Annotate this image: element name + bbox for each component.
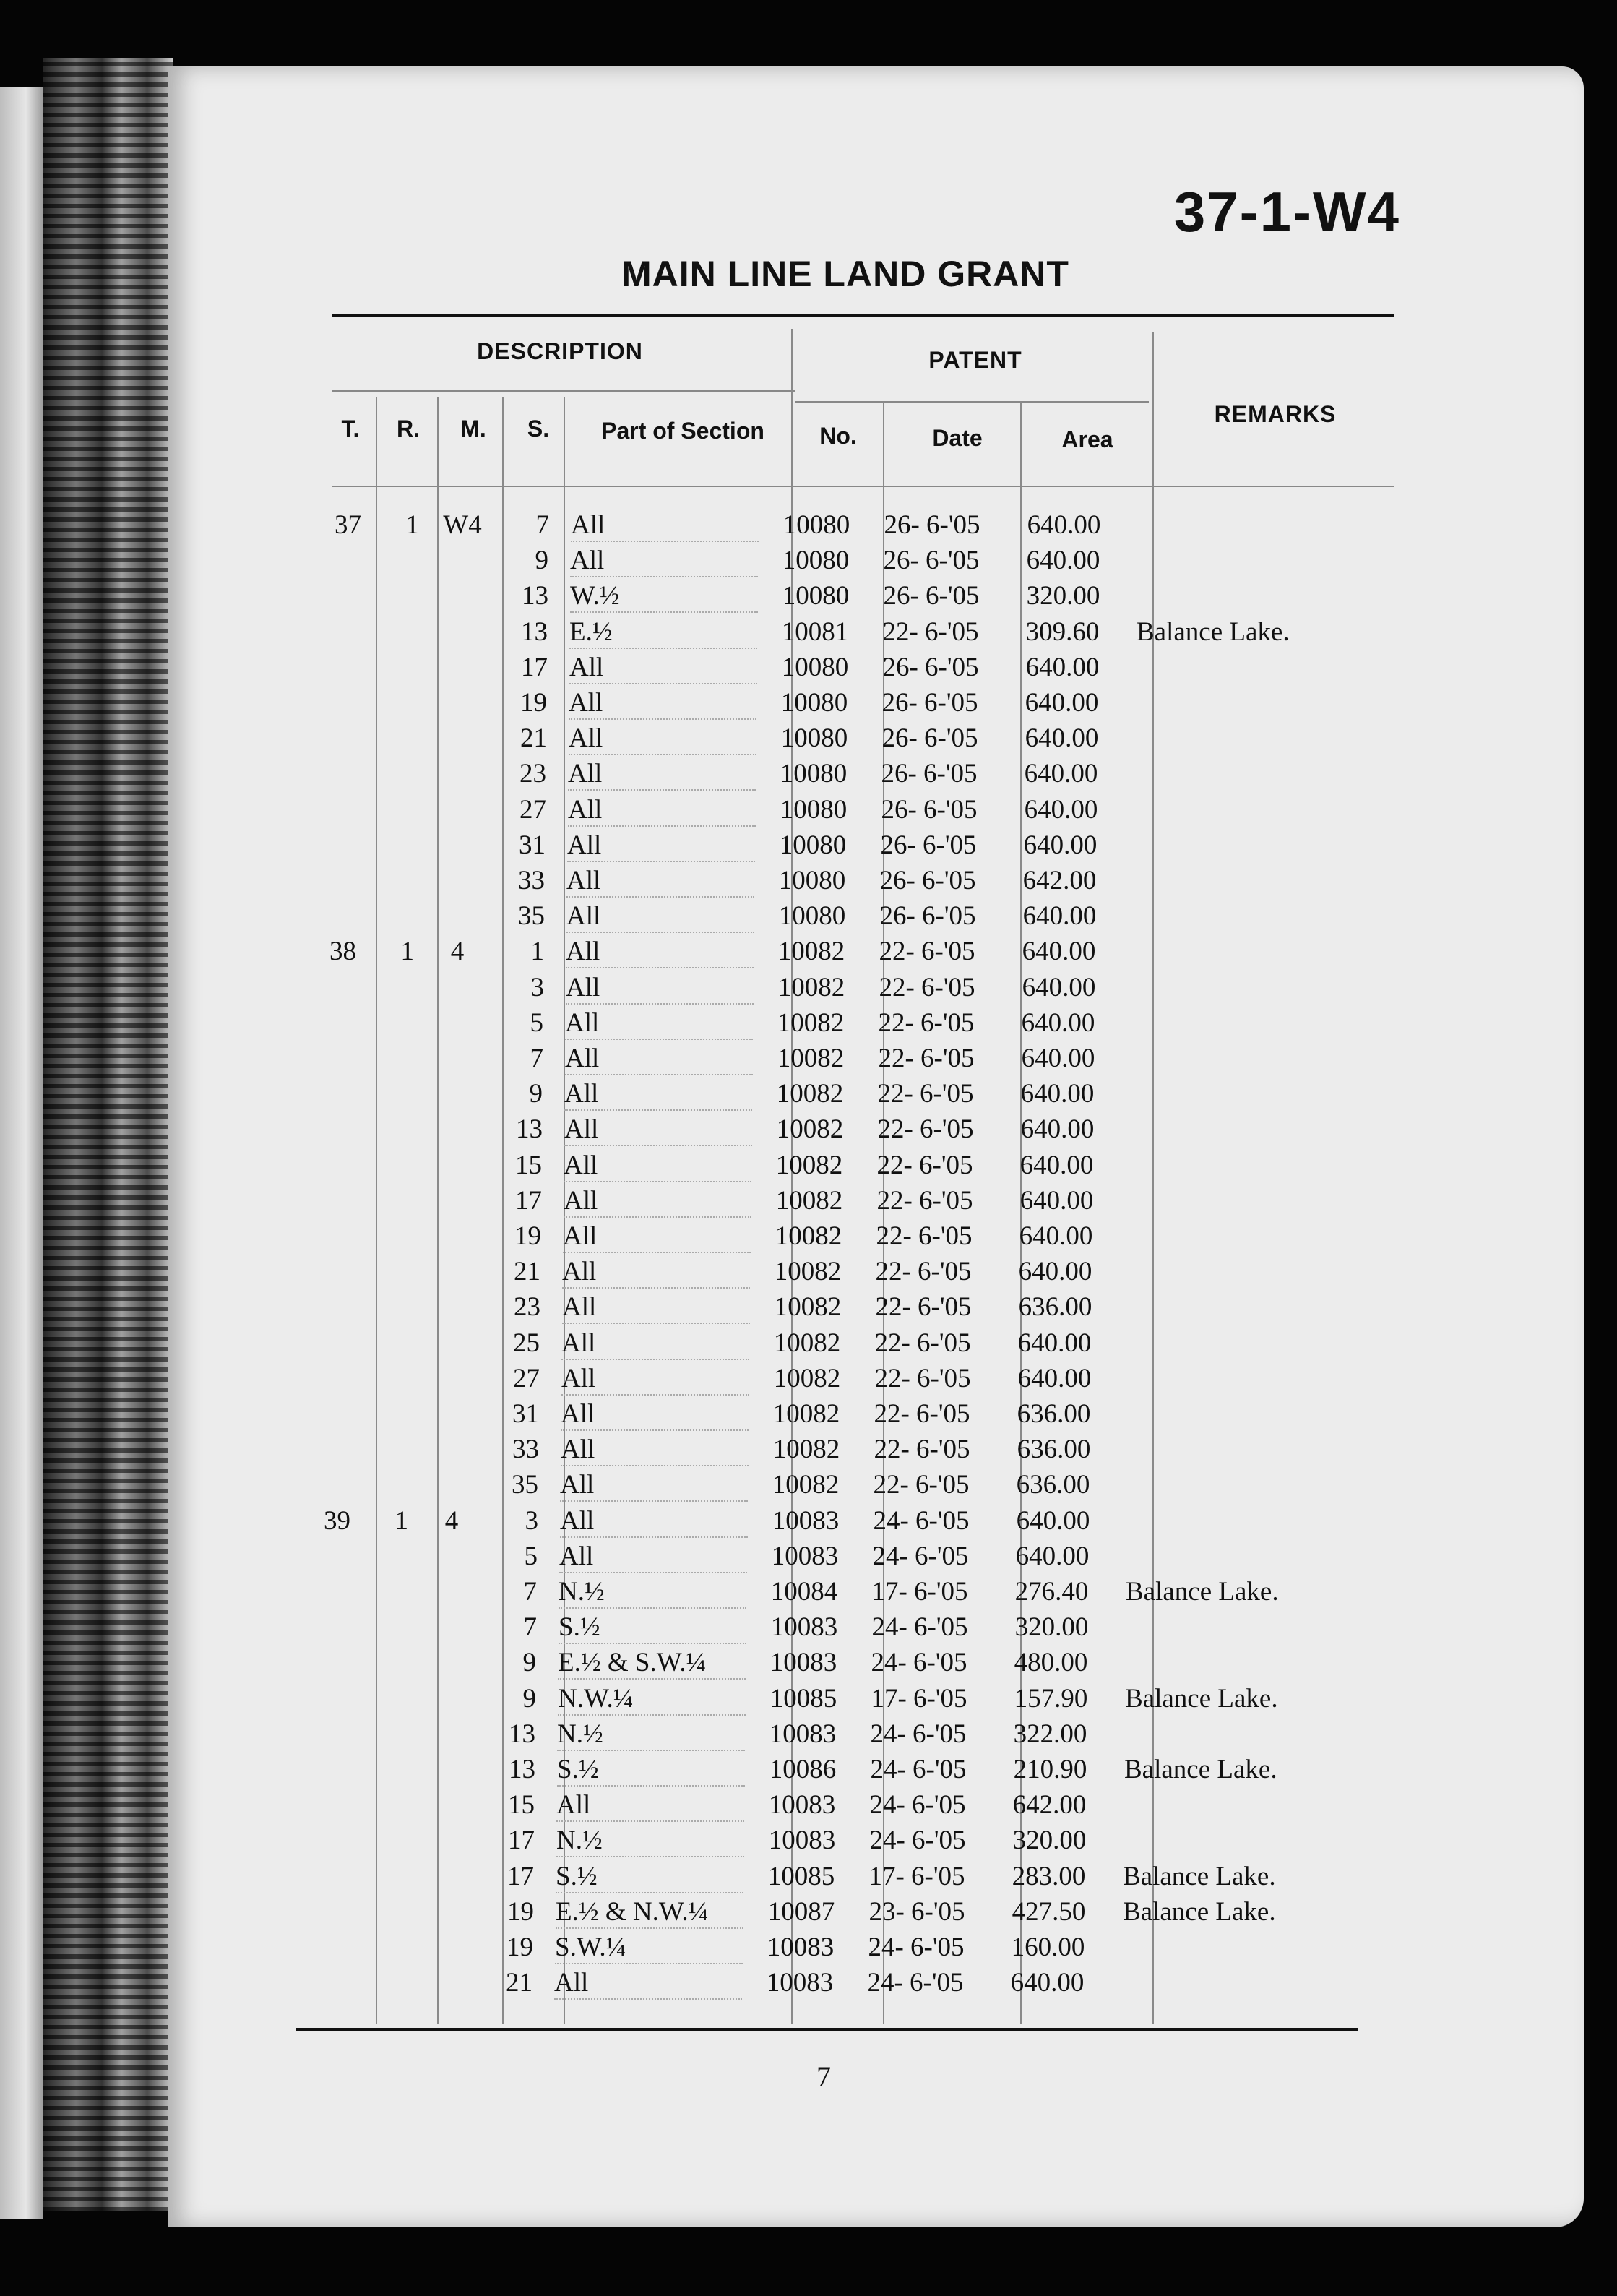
cell-s: 7 [523,1612,537,1642]
cell-area: 640.00 [1027,510,1101,540]
cell-area: 636.00 [1017,1399,1091,1429]
cell-no: 10083 [770,1612,838,1642]
cell-part: All [559,1541,747,1573]
cell-area: 322.00 [1013,1719,1087,1749]
cell-s: 33 [512,1435,539,1464]
cell-area: 640.00 [1018,1257,1092,1286]
cell-s: 13 [509,1755,535,1784]
cell-area: 636.00 [1018,1292,1092,1322]
cell-no: 10086 [769,1755,837,1784]
cell-s: 3 [530,973,544,1002]
cell-no: 10083 [771,1542,839,1571]
cell-part: All [560,1505,748,1538]
cell-part: All [564,1150,751,1182]
cell-part: S.½ [559,1612,746,1644]
cell-area: 640.00 [1019,1151,1094,1180]
cell-area: 640.00 [1021,1008,1095,1038]
cell-s: 1 [530,937,544,966]
cell-s: 17 [508,1826,535,1855]
cell-no: 10082 [775,1221,842,1251]
cell-no: 10080 [780,795,848,825]
cell-area: 640.00 [1017,1328,1092,1358]
cell-part: All [564,1078,752,1111]
cell-s: 7 [535,510,549,540]
cell-no: 10083 [766,1968,834,1998]
cell-no: 10080 [782,546,850,575]
cell-remarks: Balance Lake. [1123,1897,1276,1927]
cell-part: N.W.¼ [558,1683,746,1716]
cell-date: 24- 6-'05 [870,1755,967,1784]
cell-date: 26- 6-'05 [881,723,978,753]
bottom-rule [296,2028,1358,2031]
col-header-m: M. [460,416,486,442]
cell-part: All [564,1114,752,1146]
cell-s: 35 [512,1470,538,1500]
cell-no: 10080 [778,901,846,931]
cell-s: 19 [506,1932,533,1962]
cell-s: 19 [514,1221,541,1251]
cell-area: 276.40 [1014,1577,1089,1607]
cell-part: All [566,900,754,933]
cell-part: E.½ & N.W.¼ [556,1896,743,1929]
cell-part: N.½ [556,1825,744,1857]
cell-date: 22- 6-'05 [876,1221,973,1251]
cell-s: 27 [513,1364,540,1393]
cell-remarks: Balance Lake. [1126,1577,1279,1607]
cell-part: All [568,758,756,791]
cell-no: 10084 [770,1577,838,1607]
cell-date: 22- 6-'05 [876,1186,973,1216]
cell-s: 3 [525,1506,538,1536]
cell-s: 21 [520,723,547,753]
cell-no: 10080 [779,830,847,860]
cell-s: 17 [521,653,548,682]
cell-no: 10082 [773,1328,841,1358]
page-number: 7 [816,2060,831,2093]
cell-part: All [561,1398,749,1431]
cell-s: 19 [507,1897,534,1927]
col-header-r: R. [397,416,420,442]
cell-no: 10082 [772,1399,840,1429]
cell-area: 640.00 [1025,723,1099,753]
cell-s: 33 [518,866,545,895]
cell-area: 640.00 [1025,688,1099,718]
cell-no: 10083 [769,1648,837,1677]
cell-area: 160.00 [1011,1932,1085,1962]
cell-area: 320.00 [1012,1826,1087,1855]
cell-area: 640.00 [1010,1968,1085,1998]
cell-part: All [566,936,754,968]
header-remarks: REMARKS [1214,401,1337,427]
cell-s: 7 [523,1577,537,1607]
cell-r: 1 [405,510,419,540]
cell-part: All [569,652,757,684]
cell-part: All [561,1363,749,1396]
cell-s: 31 [519,830,546,860]
cell-s: 27 [519,795,546,825]
cell-no: 10082 [775,1151,843,1180]
cell-part: All [570,545,758,577]
cell-part: All [566,865,754,898]
cell-date: 22- 6-'05 [874,1399,970,1429]
cell-part: All [571,509,759,542]
cell-no: 10082 [775,1186,843,1216]
cell-date: 26- 6-'05 [879,866,976,895]
cell-part: All [560,1469,748,1502]
cell-date: 22- 6-'05 [873,1470,970,1500]
cell-date: 26- 6-'05 [883,581,980,611]
cell-date: 22- 6-'05 [878,1008,975,1038]
cell-area: 640.00 [1019,1221,1093,1251]
cell-no: 10082 [774,1292,842,1322]
cell-no: 10087 [767,1897,835,1927]
column-line-t [376,397,377,2024]
cell-date: 24- 6-'05 [869,1790,966,1820]
cell-no: 10085 [769,1684,837,1714]
cell-part: All [565,1043,753,1075]
page-code: 37-1-W4 [1173,180,1400,244]
col-header-s: S. [527,416,550,442]
cell-no: 10080 [781,653,849,682]
cell-s: 23 [519,759,546,788]
cell-no: 10082 [776,1114,844,1144]
cell-area: 283.00 [1012,1862,1086,1891]
cell-no: 10080 [782,581,850,611]
cell-date: 26- 6-'05 [883,546,980,575]
cell-r: 1 [394,1506,408,1536]
cell-area: 640.00 [1017,1364,1092,1393]
cell-area: 640.00 [1015,1542,1090,1571]
cell-part: All [566,972,754,1005]
cell-date: 26- 6-'05 [881,688,978,718]
col-header-t: T. [341,416,360,442]
header-description: DESCRIPTION [477,338,643,364]
cell-no: 10082 [777,973,845,1002]
cell-area: 640.00 [1020,1079,1095,1109]
cell-part: All [554,1967,742,2000]
column-line-r [437,397,439,2024]
cell-area: 636.00 [1016,1470,1090,1500]
cell-s: 9 [535,546,548,575]
cell-date: 22- 6-'05 [877,1114,974,1144]
cell-date: 22- 6-'05 [879,973,975,1002]
cell-no: 10082 [772,1435,840,1464]
cell-no: 10083 [768,1790,836,1820]
cell-date: 22- 6-'05 [875,1292,972,1322]
top-rule [332,314,1394,317]
cell-part: All [569,723,756,755]
left-page-edge [0,87,43,2219]
cell-area: 157.90 [1014,1684,1088,1714]
header-patent: PATENT [928,347,1022,373]
cell-area: 642.00 [1022,866,1097,895]
cell-s: 13 [522,581,548,611]
cell-s: 21 [506,1968,532,1998]
cell-no: 10083 [769,1719,837,1749]
cell-date: 26- 6-'05 [880,830,977,860]
cell-area: 309.60 [1025,617,1100,647]
cell-date: 24- 6-'05 [867,1968,964,1998]
cell-part: All [564,1185,751,1218]
cell-date: 22- 6-'05 [875,1257,972,1286]
cell-area: 640.00 [1026,546,1100,575]
cell-date: 26- 6-'05 [879,901,976,931]
cell-no: 10081 [781,617,849,647]
cell-s: 23 [514,1292,540,1322]
cell-area: 210.90 [1013,1755,1087,1784]
cell-part: S.W.¼ [555,1932,743,1964]
cell-no: 10083 [772,1506,840,1536]
cell-no: 10080 [778,866,846,895]
cell-area: 640.00 [1023,830,1098,860]
cell-remarks: Balance Lake. [1125,1684,1278,1714]
cell-part: All [556,1789,744,1822]
cell-no: 10085 [767,1862,835,1891]
cell-no: 10082 [777,937,845,966]
cell-part: N.½ [557,1719,745,1751]
cell-date: 26- 6-'05 [882,653,979,682]
cell-date: 22- 6-'05 [874,1435,970,1464]
header-divider-patent [795,401,1149,403]
cell-date: 22- 6-'05 [882,617,979,647]
cell-remarks: Balance Lake. [1123,1862,1276,1891]
cell-part: All [562,1256,750,1289]
cell-area: 640.00 [1025,653,1100,682]
cell-remarks: Balance Lake. [1137,617,1290,647]
cell-part: All [568,794,756,827]
cell-part: W.½ [570,580,758,613]
cell-t: 39 [324,1506,350,1536]
cell-area: 427.50 [1012,1897,1086,1927]
cell-date: 17- 6-'05 [871,1684,967,1714]
header-divider-description [332,390,795,392]
book-binding [43,58,173,2211]
cell-area: 640.00 [1016,1506,1090,1536]
cell-no: 10082 [776,1079,844,1109]
cell-s: 9 [522,1684,536,1714]
cell-s: 13 [516,1114,543,1144]
cell-s: 17 [515,1186,542,1216]
cell-no: 10083 [768,1826,836,1855]
cell-area: 640.00 [1022,973,1096,1002]
cell-part: N.½ [559,1576,746,1609]
cell-no: 10082 [777,1008,845,1038]
cell-area: 640.00 [1022,901,1097,931]
cell-date: 22- 6-'05 [878,1044,975,1073]
cell-date: 22- 6-'05 [879,937,975,966]
cell-area: 640.00 [1022,937,1096,966]
cell-no: 10080 [782,510,850,540]
cell-part: All [563,1221,751,1253]
cell-s: 17 [507,1862,534,1891]
header-bottom-divider [332,486,1394,487]
cell-date: 22- 6-'05 [874,1364,971,1393]
cell-area: 642.00 [1012,1790,1087,1820]
cell-date: 24- 6-'05 [870,1719,967,1749]
col-header-no: No. [819,423,857,449]
cell-date: 24- 6-'05 [871,1648,967,1677]
cell-date: 24- 6-'05 [873,1506,970,1536]
cell-date: 24- 6-'05 [868,1932,965,1962]
cell-area: 640.00 [1024,759,1098,788]
cell-area: 640.00 [1019,1186,1094,1216]
cell-date: 23- 6-'05 [868,1897,965,1927]
col-header-part-of-section: Part of Section [601,418,764,444]
cell-s: 35 [518,901,545,931]
cell-area: 480.00 [1014,1648,1088,1677]
cell-s: 15 [515,1151,542,1180]
cell-part: E.½ & S.W.¼ [558,1647,746,1680]
cell-s: 21 [514,1257,540,1286]
cell-t: 37 [335,510,361,540]
cell-s: 15 [508,1790,535,1820]
cell-s: 31 [512,1399,539,1429]
cell-area: 640.00 [1024,795,1098,825]
cell-s: 9 [522,1648,536,1677]
cell-area: 320.00 [1026,581,1100,611]
cell-no: 10082 [777,1044,845,1073]
cell-part: All [569,687,756,720]
cell-part: E.½ [569,616,757,649]
cell-remarks: Balance Lake. [1124,1755,1277,1784]
cell-area: 320.00 [1014,1612,1089,1642]
cell-part: All [565,1007,753,1040]
cell-area: 636.00 [1017,1435,1091,1464]
cell-s: 13 [521,617,548,647]
cell-date: 24- 6-'05 [872,1542,969,1571]
cell-part: S.½ [557,1754,745,1787]
cell-m: W4 [443,510,482,540]
cell-s: 13 [509,1719,535,1749]
col-header-area: Area [1061,426,1113,452]
cell-date: 22- 6-'05 [874,1328,971,1358]
cell-date: 17- 6-'05 [871,1577,968,1607]
cell-part: All [562,1291,750,1324]
cell-no: 10082 [773,1364,841,1393]
cell-part: All [561,1328,749,1360]
cell-date: 24- 6-'05 [871,1612,968,1642]
cell-s: 9 [529,1079,543,1109]
cell-date: 26- 6-'05 [884,510,980,540]
cell-no: 10080 [780,688,848,718]
cell-t: 38 [329,937,356,966]
cell-part: All [561,1434,749,1466]
cell-no: 10082 [774,1257,842,1286]
cell-part: All [567,830,755,862]
cell-date: 22- 6-'05 [877,1079,974,1109]
cell-date: 24- 6-'05 [869,1826,966,1855]
page-title: MAIN LINE LAND GRANT [621,254,1069,294]
cell-date: 26- 6-'05 [881,795,978,825]
cell-area: 640.00 [1021,1044,1095,1073]
cell-no: 10080 [780,759,848,788]
cell-m: 4 [444,1506,459,1536]
cell-s: 5 [530,1008,543,1038]
cell-s: 5 [524,1542,538,1571]
cell-s: 25 [513,1328,540,1358]
cell-date: 26- 6-'05 [881,759,978,788]
cell-m: 4 [450,937,465,966]
col-header-date: Date [932,425,983,451]
cell-s: 19 [520,688,547,718]
cell-no: 10080 [780,723,848,753]
cell-r: 1 [400,937,414,966]
cell-part: S.½ [556,1861,743,1893]
cell-s: 7 [530,1044,543,1073]
cell-no: 10083 [767,1932,835,1962]
cell-area: 640.00 [1020,1114,1095,1144]
cell-date: 22- 6-'05 [876,1151,973,1180]
cell-date: 17- 6-'05 [868,1862,965,1891]
cell-no: 10082 [772,1470,840,1500]
